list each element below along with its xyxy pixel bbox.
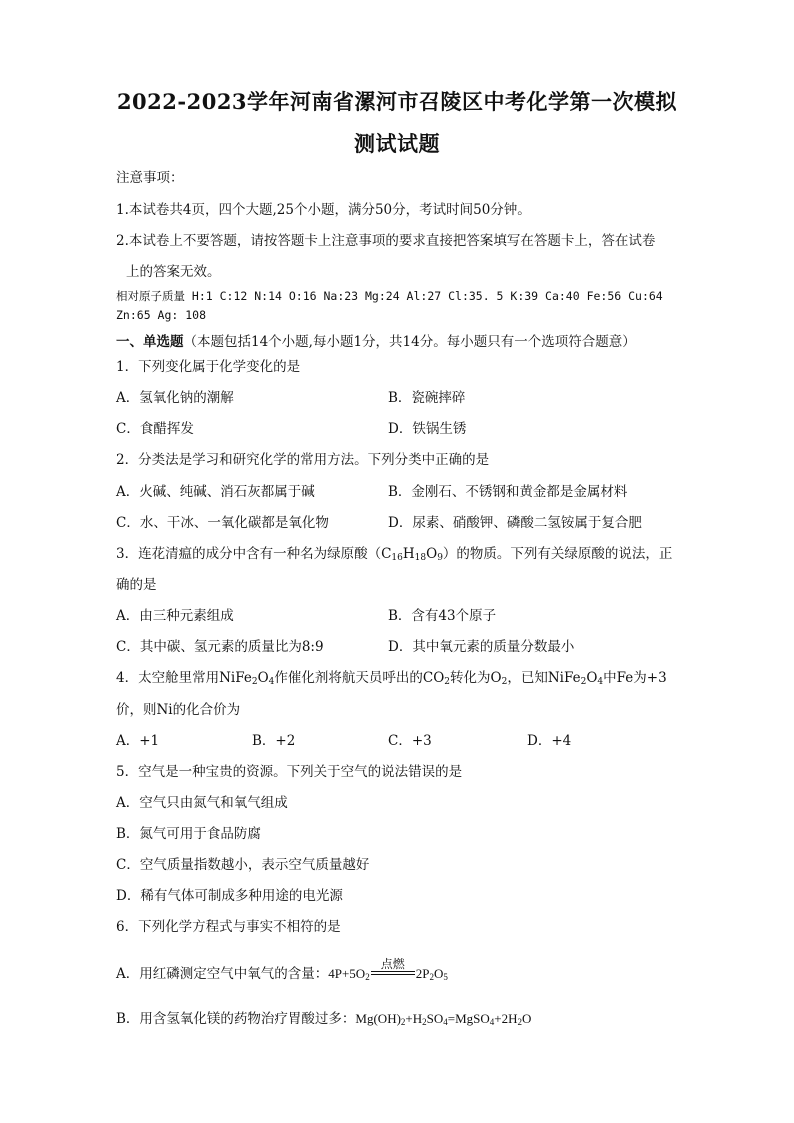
question-4-option-d: D．+4 [527,733,572,749]
question-1-stem: 1．下列变化属于化学变化的是 [116,359,301,375]
equation-magnesium-hydroxide: $Mg(OH)_2+H_2SO_4=MgSO_4+2H_2O$ [355,1011,532,1027]
section-description: （本题包括14个小题,每小题1分，共14分。每小题只有一个选项符合题意） [183,334,636,350]
atomic-mass-line-1: 相对原子质量 H:1 C:12 N:14 O:16 Na:23 Mg:24 Al:27 Cl:35. 5 K:39 Ca:40 Fe:56 Cu:64 [116,289,663,303]
question-6-option-a: A．用红磷测定空气中氧气的含量：$4P+5O_2$ 点燃 $2P_2O_5$ [116,957,448,982]
question-2-option-d: D．尿素、硝酸钾、磷酸二氢铵属于复合肥 [388,515,642,531]
question-1-option-b: B．瓷碗摔碎 [388,390,466,406]
atomic-mass-line-2: Zn:65 Ag: 108 [116,308,207,322]
question-1-option-d: D．铁锅生锈 [388,421,467,437]
question-2-option-a: A．火碱、纯碱、消石灰都属于碱 [116,484,315,500]
question-3-stem: 3．连花清瘟的成分中含有一种名为绿原酸$(C_{16}H_{18}O_9)$的物质。下列有关绿原酸的说法，正 [116,546,673,563]
question-3-option-b: B．含有43个原子 [388,608,497,624]
question-2-stem: 2．分类法是学习和研究化学的常用方法。下列分类中正确的是 [116,452,490,468]
notice-item-2: 2.本试卷上不要答题，请按答题卡上注意事项的要求直接把答案填写在答题卡上，答在试卷 [116,233,656,249]
question-1-option-a: A．氢氧化钠的潮解 [116,390,234,406]
question-3-option-c: C．其中碳、氢元素的质量比为8:9 [116,639,324,655]
question-3-option-d: D．其中氧元素的质量分数最小 [388,639,575,655]
question-5-stem: 5．空气是一种宝贵的资源。下列关于空气的说法错误的是 [116,764,463,780]
notice-item-2-cont: 上的答案无效。 [126,264,221,280]
question-6-stem: 6．下列化学方程式与事实不相符的是 [116,919,341,935]
exam-title-line1: 2022-2023学年河南省漯河市召陵区中考化学第一次模拟 [116,89,678,114]
question-4-option-a: A．+1 [116,733,160,749]
question-5-option-a: A．空气只由氮气和氧气组成 [116,795,288,811]
question-1-option-c: C．食醋挥发 [116,421,194,437]
question-3-stem-cont: 确的是 [116,577,157,593]
section-title: 一、单选题 [116,334,184,350]
question-4-option-b: B．+2 [252,733,296,749]
section-heading [116,330,636,350]
question-4-stem-cont: 价，则Ni的化合价为 [116,702,241,718]
reaction-condition: 点燃 [371,971,415,978]
question-6-option-b: B．用含氢氧化镁的药物治疗胃酸过多：$Mg(OH)_2+H_2SO_4=MgSO_4+2H_2O$ [116,1011,532,1027]
equation-red-phosphorus: $4P+5O_2$ 点燃 $2P_2O_5$ [328,957,448,982]
question-5-option-b: B．氮气可用于食品防腐 [116,826,261,842]
question-4-option-c: C．+3 [388,733,432,749]
question-5-option-c: C．空气质量指数越小，表示空气质量越好 [116,857,370,873]
question-3-option-a: A．由三种元素组成 [116,608,234,624]
notice-heading: 注意事项： [116,170,184,186]
question-4-stem: 4．太空舱里常用$NiFe_2O_4$作催化剂将航天员呼出的$CO_2$转化为$O_2$，已知$NiFe_2O_4$中Fe为+3 [116,670,667,687]
question-2-option-b: B．金刚石、不锈钢和黄金都是金属材料 [388,484,628,500]
question-5-option-d: D．稀有气体可制成多种用途的电光源 [116,888,343,904]
exam-title-line2: 测试试题 [354,131,440,156]
question-2-option-c: C．水、干冰、一氧化碳都是氧化物 [116,515,329,531]
notice-item-1: 1.本试卷共4页，四个大题,25个小题，满分50分，考试时间50分钟。 [116,202,531,218]
